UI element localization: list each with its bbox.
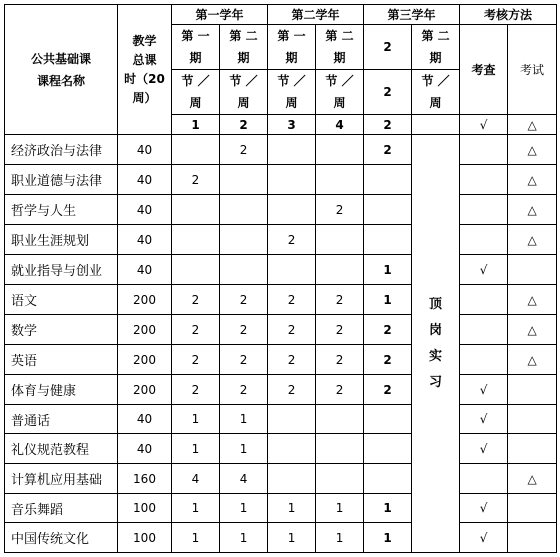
term-label-line: 第 一 [181,29,210,43]
internship-label-char: 顶 [429,296,443,312]
unit-label-line: 节 ／ [229,74,258,88]
term-3-hours-cell: 1 [268,523,316,553]
internship-label-char: 岗 [429,322,443,338]
term-4-hours-cell [316,135,364,165]
term-5-hours-cell: 1 [364,494,412,523]
course-name-cell: 经济政治与法律 [5,135,118,165]
term-1-hours-cell: 1 [172,523,220,553]
exam-test-cell [508,494,557,523]
exam-test-cell: △ [508,165,557,195]
term-label-line: 第 二 [229,29,258,43]
unit-label-line: 周 [429,96,442,110]
index-cell: 3 [268,115,316,135]
total-hours-cell: 200 [118,315,172,345]
index-cell: 1 [172,115,220,135]
total-hours-cell: 200 [118,375,172,405]
total-hours-cell: 40 [118,434,172,464]
total-hours-cell: 40 [118,405,172,434]
total-hours-cell: 200 [118,285,172,315]
exam-test-cell: △ [508,464,557,494]
unit-label-line: 节 ／ [421,74,450,88]
total-hours-cell: 160 [118,464,172,494]
term-3-hours-cell [268,405,316,434]
term-4-hours-cell [316,255,364,285]
course-name-cell: 职业道德与法律 [5,165,118,195]
term-4-hours-cell: 2 [316,315,364,345]
unit-header [268,70,316,115]
exam-test-cell: △ [508,345,557,375]
term-5-hours-cell: 2 [364,375,412,405]
unit-header [220,70,268,115]
term-4-hours-cell: 1 [316,494,364,523]
term-5-hours-cell: 1 [364,523,412,553]
total-hours-cell: 100 [118,494,172,523]
total-hours-cell: 40 [118,195,172,225]
triangle-legend: △ [508,115,557,135]
term-1-hours-cell: 2 [172,345,220,375]
exam-test-cell [508,405,557,434]
exam-test-cell [508,434,557,464]
exam-check-cell [460,464,508,494]
term-4-hours-cell [316,225,364,255]
exam-check-cell: √ [460,405,508,434]
term-3-hours-cell: 2 [268,345,316,375]
index-cell: 2 [364,115,412,135]
term-2-hours-cell: 2 [220,135,268,165]
term-1-hours-cell: 1 [172,434,220,464]
table-row [5,315,557,345]
assessment-header: 考核方法 [460,5,557,25]
internship-label [412,135,460,553]
year-3-header: 第三学年 [364,5,460,25]
term-2-hours-cell: 2 [220,345,268,375]
table-body [5,5,557,553]
term-4-hours-cell: 2 [316,285,364,315]
unit-label-line: 节 ／ [277,74,306,88]
index-cell: 4 [316,115,364,135]
term-2-hours-cell: 2 [220,285,268,315]
unit-label-line: 周 [333,96,346,110]
table-row [5,195,557,225]
term-5-header: 2 [364,25,412,70]
term-1-hours-cell: 1 [172,405,220,434]
term-4-hours-cell: 1 [316,523,364,553]
term-3-hours-cell: 1 [268,494,316,523]
course-name-cell: 普通话 [5,405,118,434]
term-5-hours-cell [364,464,412,494]
total-hours-cell: 40 [118,225,172,255]
course-name-cell: 职业生涯规划 [5,225,118,255]
term-5-hours-cell: 2 [364,345,412,375]
term-4-hours-cell [316,434,364,464]
total-hours-header-line: 周） [132,90,157,105]
term-label-line: 期 [333,51,346,65]
term-5-hours-cell [364,225,412,255]
course-name-cell: 英语 [5,345,118,375]
term-1-hours-cell: 2 [172,165,220,195]
curriculum-table [4,4,557,553]
exam-check-cell: √ [460,434,508,464]
term-1-header [172,25,220,70]
total-hours-header-line: 总课 [132,52,157,67]
term-2-hours-cell: 2 [220,375,268,405]
total-hours-header-line: 教学 [132,33,157,48]
exam-test-header: 考试 [508,25,557,115]
exam-check-cell [460,315,508,345]
exam-test-cell: △ [508,195,557,225]
internship-label-char: 习 [429,374,443,390]
term-5-hours-cell: 2 [364,135,412,165]
exam-check-cell: √ [460,375,508,405]
unit-header [172,70,220,115]
term-3-hours-cell [268,434,316,464]
term-5-hours-cell [364,405,412,434]
course-name-cell: 数学 [5,315,118,345]
term-1-hours-cell [172,135,220,165]
exam-test-cell [508,375,557,405]
term-2-hours-cell: 1 [220,405,268,434]
term-label-line: 第 一 [277,29,306,43]
exam-check-cell [460,285,508,315]
term-label-line: 期 [237,51,250,65]
header-row-years [5,5,557,25]
term-label-line: 第 二 [325,29,354,43]
year-2-header: 第二学年 [268,5,364,25]
term-2-hours-cell: 1 [220,523,268,553]
table-row [5,405,557,434]
internship-label-char: 实 [429,348,443,364]
unit-header [412,70,460,115]
term-4-header [316,25,364,70]
term-3-hours-cell [268,165,316,195]
term-5-unit-header: 2 [364,70,412,115]
index-cell: 2 [220,115,268,135]
exam-test-cell [508,523,557,553]
table-row [5,494,557,523]
term-2-hours-cell [220,225,268,255]
total-hours-header-line: 时（20 [124,71,165,86]
term-2-header [220,25,268,70]
exam-check-cell [460,225,508,255]
term-label-line: 期 [285,51,298,65]
exam-check-cell: √ [460,494,508,523]
table-row [5,135,557,165]
term-5-hours-cell: 1 [364,285,412,315]
term-5-hours-cell [364,195,412,225]
exam-test-cell: △ [508,225,557,255]
term-2-hours-cell [220,195,268,225]
unit-label-line: 节 ／ [181,74,210,88]
term-4-hours-cell [316,464,364,494]
term-3-hours-cell [268,195,316,225]
course-name-cell: 体育与健康 [5,375,118,405]
exam-check-cell [460,195,508,225]
term-6-header [412,25,460,70]
table-row [5,165,557,195]
term-2-hours-cell [220,255,268,285]
term-label-line: 第 二 [421,29,450,43]
term-1-hours-cell [172,225,220,255]
course-name-cell: 中国传统文化 [5,523,118,553]
table-row [5,225,557,255]
exam-check-header: 考查 [460,25,508,115]
term-2-hours-cell [220,165,268,195]
table-row [5,434,557,464]
course-name-cell: 就业指导与创业 [5,255,118,285]
exam-check-cell [460,165,508,195]
exam-check-cell: √ [460,523,508,553]
exam-test-cell [508,255,557,285]
term-2-hours-cell: 4 [220,464,268,494]
term-label-line: 期 [429,51,442,65]
year-1-header: 第一学年 [172,5,268,25]
term-1-hours-cell [172,195,220,225]
course-name-cell: 语文 [5,285,118,315]
check-mark-legend: √ [460,115,508,135]
total-hours-cell: 40 [118,165,172,195]
term-1-hours-cell [172,255,220,285]
unit-label-line: 周 [285,96,298,110]
term-3-hours-cell [268,464,316,494]
term-3-hours-cell [268,255,316,285]
table-row [5,255,557,285]
course-name-header-line: 课程名称 [36,73,85,88]
term-1-hours-cell: 4 [172,464,220,494]
term-3-hours-cell: 2 [268,225,316,255]
course-name-cell: 哲学与人生 [5,195,118,225]
exam-check-cell: √ [460,255,508,285]
table-row [5,285,557,315]
course-name-cell: 音乐舞蹈 [5,494,118,523]
term-2-hours-cell: 1 [220,494,268,523]
term-3-hours-cell: 2 [268,285,316,315]
term-4-hours-cell: 2 [316,375,364,405]
term-4-hours-cell [316,165,364,195]
term-5-hours-cell [364,165,412,195]
term-4-hours-cell [316,405,364,434]
exam-check-cell [460,135,508,165]
term-3-hours-cell [268,135,316,165]
term-2-hours-cell: 1 [220,434,268,464]
table-row [5,375,557,405]
course-name-header [5,5,118,135]
term-5-hours-cell: 2 [364,315,412,345]
term-3-header [268,25,316,70]
unit-label-line: 周 [189,96,202,110]
term-4-hours-cell: 2 [316,345,364,375]
table-row [5,523,557,553]
total-hours-cell: 200 [118,345,172,375]
unit-label-line: 周 [237,96,250,110]
course-name-cell: 计算机应用基础 [5,464,118,494]
total-hours-cell: 40 [118,135,172,165]
total-hours-cell: 100 [118,523,172,553]
table-row [5,345,557,375]
term-1-hours-cell: 2 [172,375,220,405]
exam-check-cell [460,345,508,375]
term-1-hours-cell: 2 [172,285,220,315]
course-name-header-line: 公共基础课 [30,51,91,66]
term-2-hours-cell: 2 [220,315,268,345]
term-5-hours-cell [364,434,412,464]
exam-test-cell: △ [508,285,557,315]
total-hours-header [118,5,172,135]
term-1-hours-cell: 2 [172,315,220,345]
unit-header [316,70,364,115]
table-row [5,464,557,494]
term-3-hours-cell: 2 [268,315,316,345]
index-cell [412,115,460,135]
term-5-hours-cell: 1 [364,255,412,285]
course-name-cell: 礼仪规范教程 [5,434,118,464]
term-1-hours-cell: 1 [172,494,220,523]
term-4-hours-cell: 2 [316,195,364,225]
unit-label-line: 节 ／ [325,74,354,88]
exam-test-cell: △ [508,315,557,345]
term-label-line: 期 [189,51,202,65]
total-hours-cell: 40 [118,255,172,285]
exam-test-cell: △ [508,135,557,165]
term-3-hours-cell: 2 [268,375,316,405]
